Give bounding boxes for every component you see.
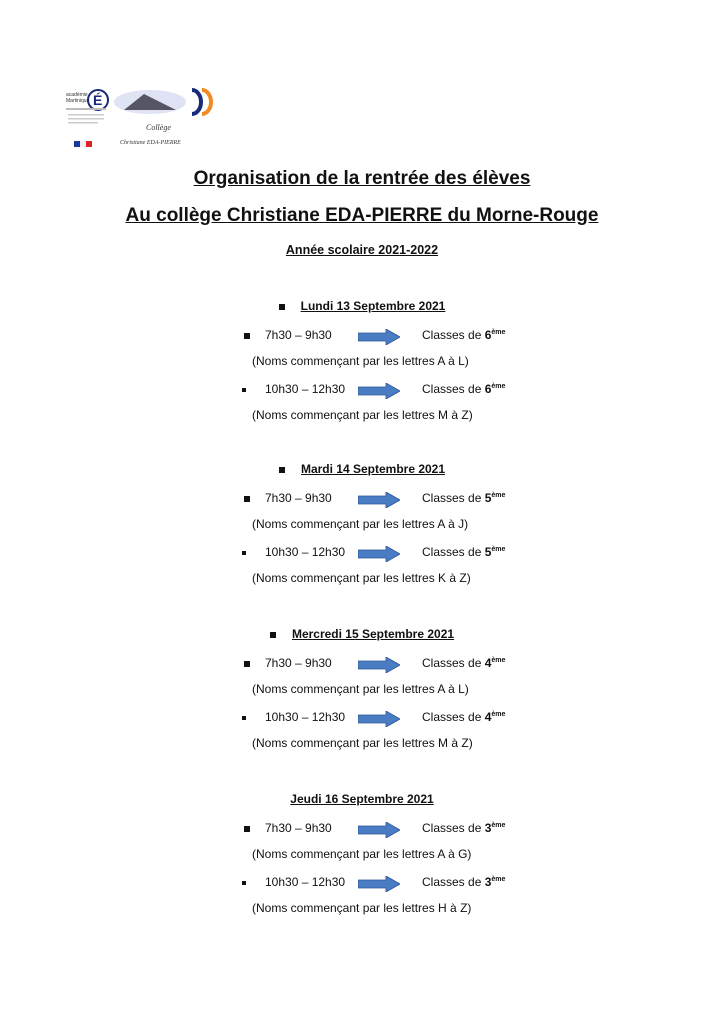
slot-names: (Noms commençant par les lettres A à G): [252, 847, 472, 861]
arrow-right-icon: [358, 657, 400, 673]
svg-text:Martinique: Martinique: [66, 98, 90, 104]
arrow-right-icon: [358, 492, 400, 508]
bullet-icon: [244, 826, 250, 832]
svg-text:académie: académie: [66, 92, 88, 98]
level-suffix: ème: [491, 546, 506, 553]
page-subtitle: Au collège Christiane EDA-PIERRE du Morne-Rouge: [125, 205, 599, 226]
time-slot: [0, 710, 724, 726]
classes-label: Classes de: [422, 710, 485, 724]
level-suffix: ème: [491, 822, 506, 829]
bullet-icon: [242, 881, 246, 885]
slot-time: 7h30 – 9h30: [265, 821, 332, 835]
slot-time: 10h30 – 12h30: [265, 382, 346, 396]
time-slot: [0, 656, 724, 672]
slot-names: (Noms commençant par les lettres M à Z): [252, 408, 473, 422]
day-label: Mardi 14 Septembre 2021: [300, 462, 446, 476]
day-header: [0, 462, 724, 476]
bullet-icon: [279, 467, 285, 473]
arrow-right-icon: [358, 546, 400, 562]
arrow-right-icon: [358, 383, 400, 399]
classes-label: Classes de: [422, 875, 485, 889]
slot-names: (Noms commençant par les lettres A à L): [252, 354, 469, 368]
class-level: 5: [484, 491, 492, 505]
slot-classes: [422, 545, 505, 559]
classes-label: Classes de: [422, 491, 485, 505]
class-level: 6: [484, 328, 492, 342]
day-label: Jeudi 16 Septembre 2021: [290, 792, 434, 806]
bullet-icon: [242, 551, 246, 555]
class-level: 4: [484, 710, 492, 724]
time-slot: [0, 328, 724, 344]
slot-time: 10h30 – 12h30: [265, 875, 346, 889]
slot-classes: [422, 821, 505, 835]
time-slot: [0, 875, 724, 891]
time-slot: [0, 491, 724, 507]
slot-names: (Noms commençant par les lettres M à Z): [252, 736, 473, 750]
day-label: Lundi 13 Septembre 2021: [300, 299, 446, 313]
slot-classes: [422, 328, 505, 342]
level-suffix: ème: [491, 329, 506, 336]
slot-classes: [422, 710, 505, 724]
slot-classes: [422, 875, 505, 889]
class-level: 3: [484, 875, 492, 889]
time-slot: [0, 382, 724, 398]
slot-time: 7h30 – 9h30: [265, 328, 332, 342]
class-level: 6: [484, 382, 492, 396]
bullet-icon: [242, 388, 246, 392]
slot-names: (Noms commençant par les lettres K à Z): [252, 571, 471, 585]
day-header: [0, 627, 724, 641]
time-slot: [0, 545, 724, 561]
arrow-right-icon: [358, 329, 400, 345]
level-suffix: ème: [491, 876, 506, 883]
day-header: [0, 299, 724, 313]
bullet-icon: [242, 716, 246, 720]
slot-names: (Noms commençant par les lettres A à L): [252, 682, 469, 696]
page-title: Organisation de la rentrée des élèves: [193, 168, 531, 189]
level-suffix: ème: [491, 657, 506, 664]
slot-time: 7h30 – 9h30: [265, 491, 332, 505]
classes-label: Classes de: [422, 382, 485, 396]
day-label: Mercredi 15 Septembre 2021: [291, 627, 455, 641]
classes-label: Classes de: [422, 545, 485, 559]
slot-classes: [422, 382, 505, 396]
class-level: 4: [484, 656, 492, 670]
class-level: 3: [484, 821, 492, 835]
bullet-icon: [279, 304, 285, 310]
class-level: 5: [484, 545, 492, 559]
level-suffix: ème: [491, 711, 506, 718]
slot-classes: [422, 656, 505, 670]
slot-time: 10h30 – 12h30: [265, 545, 346, 559]
classes-label: Classes de: [422, 821, 485, 835]
bullet-icon: [244, 496, 250, 502]
slot-time: 7h30 – 9h30: [265, 656, 332, 670]
college-logo: [64, 86, 224, 158]
arrow-right-icon: [358, 822, 400, 838]
slot-classes: [422, 491, 505, 505]
classes-label: Classes de: [422, 656, 485, 670]
slot-time: 10h30 – 12h30: [265, 710, 346, 724]
time-slot: [0, 821, 724, 837]
svg-text:Collège: Collège: [146, 123, 171, 132]
slot-names: (Noms commençant par les lettres H à Z): [252, 901, 472, 915]
slot-names: (Noms commençant par les lettres A à J): [252, 517, 469, 531]
day-header: [0, 792, 724, 806]
bullet-icon: [244, 333, 250, 339]
level-suffix: ème: [491, 383, 506, 390]
bullet-icon: [270, 632, 276, 638]
arrow-right-icon: [358, 711, 400, 727]
arrow-right-icon: [358, 876, 400, 892]
level-suffix: ème: [491, 492, 506, 499]
school-year: Année scolaire 2021-2022: [285, 243, 439, 257]
bullet-icon: [244, 661, 250, 667]
svg-text:É: É: [93, 92, 103, 108]
svg-text:Christiane EDA-PIERRE: Christiane EDA-PIERRE: [120, 140, 181, 146]
classes-label: Classes de: [422, 328, 485, 342]
